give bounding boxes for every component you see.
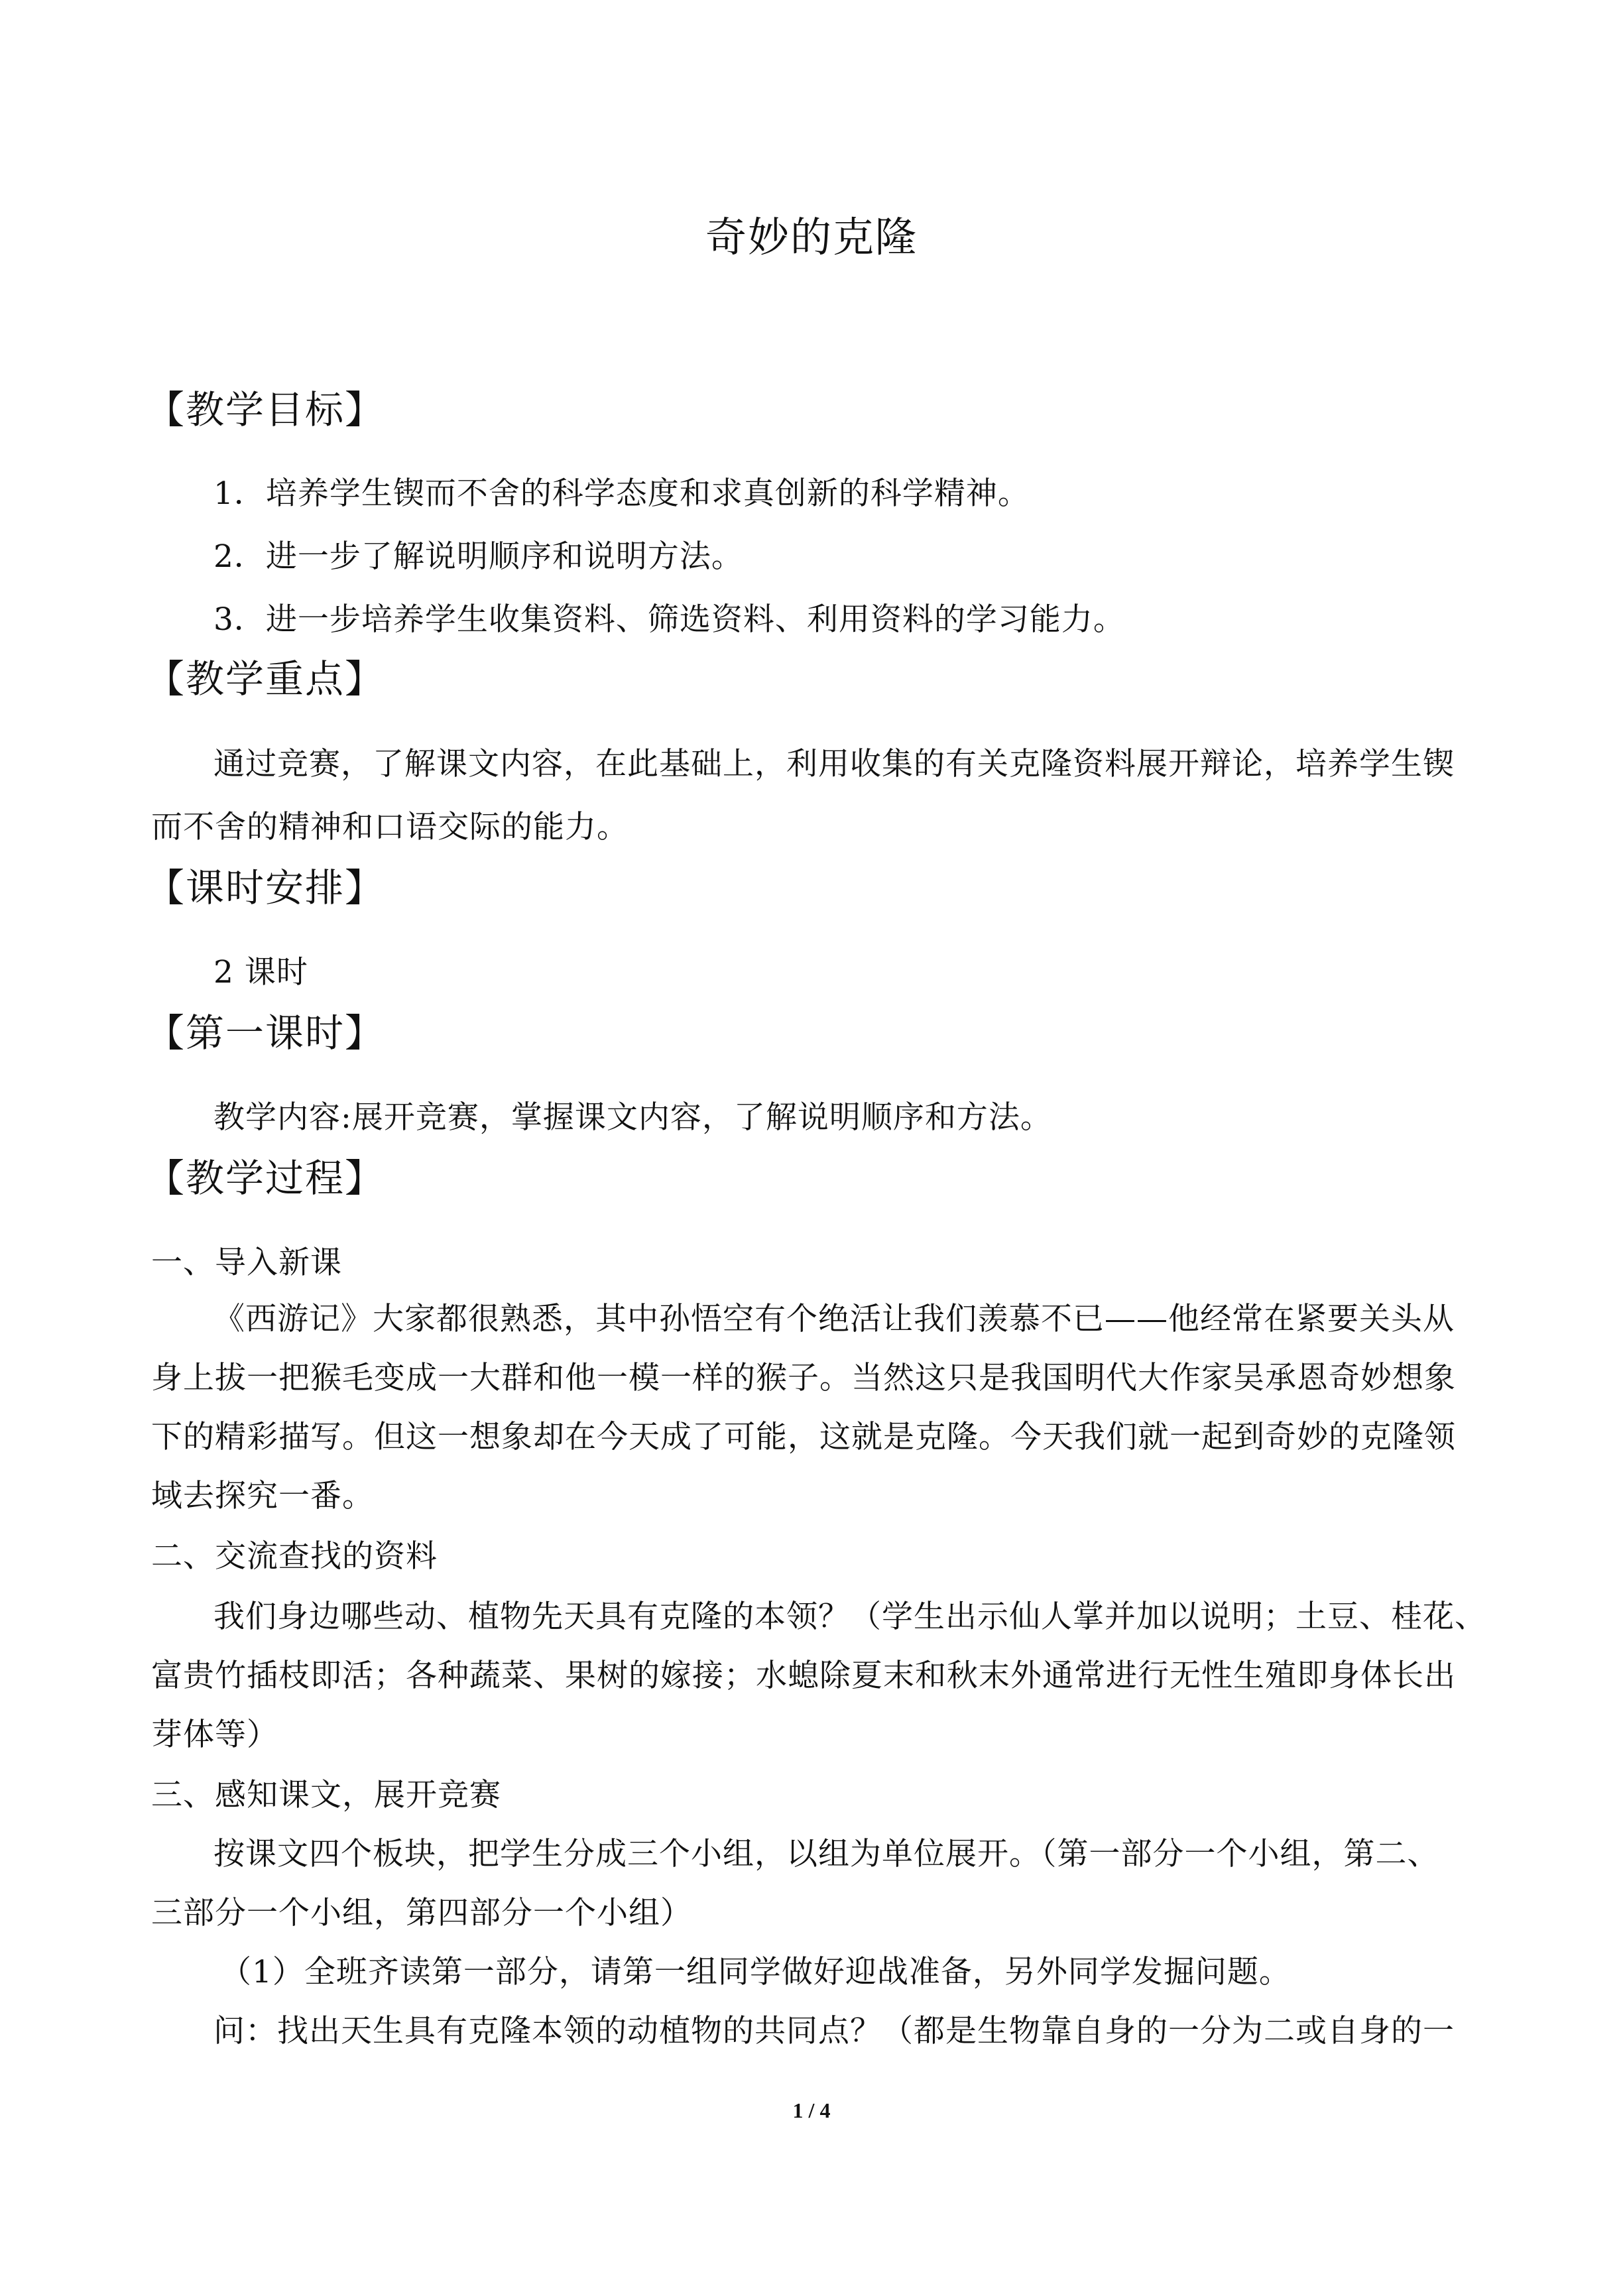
process-question: 问：找出天生具有克隆本领的动植物的共同点？（都是生物靠自身的一分为二或自身的一: [213, 2013, 1455, 2049]
first-lesson-text: 教学内容:展开竞赛，掌握课文内容，了解说明顺序和方法。: [213, 1099, 1052, 1136]
objective-item-2: 2．进一步了解说明顺序和说明方法。: [213, 538, 743, 575]
process-part3-line-2: 三部分一个小组，第四部分一个小组）: [151, 1895, 692, 1931]
process-part2-title: 二、交流查找的资料: [151, 1538, 438, 1575]
process-part1-line-4: 域去探究一番。: [151, 1478, 374, 1514]
heading-objectives: 【教学目标】: [146, 387, 385, 432]
heading-schedule: 【课时安排】: [146, 865, 385, 910]
key-points-line-2: 而不舍的精神和口语交际的能力。: [151, 809, 629, 845]
process-part2-line-2: 富贵竹插枝即活；各种蔬菜、果树的嫁接；水螅除夏末和秋末外通常进行无性生殖即身体长出: [151, 1658, 1456, 1694]
page-title: 奇妙的克隆: [705, 213, 918, 261]
process-part1-line-3: 下的精彩描写。但这一想象却在今天成了可能，这就是克隆。今天我们就一起到奇妙的克隆领: [151, 1419, 1456, 1455]
schedule-text: 2 课时: [213, 954, 308, 991]
process-part3-title: 三、感知课文，展开竞赛: [151, 1777, 501, 1813]
process-part2-line-1: 我们身边哪些动、植物先天具有克隆的本领？（学生出示仙人掌并加以说明；土豆、桂花、: [213, 1599, 1486, 1635]
process-part1-title: 一、导入新课: [151, 1244, 342, 1281]
heading-key-points: 【教学重点】: [146, 656, 385, 701]
heading-first-lesson: 【第一课时】: [146, 1010, 385, 1056]
process-part1-line-2: 身上拔一把猴毛变成一大群和他一模一样的猴子。当然这只是我国明代大作家吴承恩奇妙想象: [151, 1360, 1456, 1396]
process-part2-line-3: 芽体等）: [151, 1717, 278, 1753]
process-part3-line-1: 按课文四个板块，把学生分成三个小组，以组为单位展开。（第一部分一个小组，第二、: [213, 1836, 1439, 1872]
page-number: 1 / 4: [792, 2098, 831, 2122]
key-points-line-1: 通过竞赛，了解课文内容，在此基础上，利用收集的有关克隆资料展开辩论，培养学生锲: [213, 746, 1455, 782]
objective-item-3: 3．进一步培养学生收集资料、筛选资料、利用资料的学习能力。: [213, 601, 1125, 638]
heading-process: 【教学过程】: [146, 1156, 385, 1201]
process-part1-line-1: 《西游记》大家都很熟悉，其中孙悟空有个绝活让我们羡慕不已——他经常在紧要关头从: [213, 1301, 1455, 1337]
objective-item-1: 1．培养学生锲而不舍的科学态度和求真创新的科学精神。: [213, 475, 1030, 512]
process-step-1: （1）全班齐读第一部分，请第一组同学做好迎战准备，另外同学发掘问题。: [220, 1954, 1291, 1990]
